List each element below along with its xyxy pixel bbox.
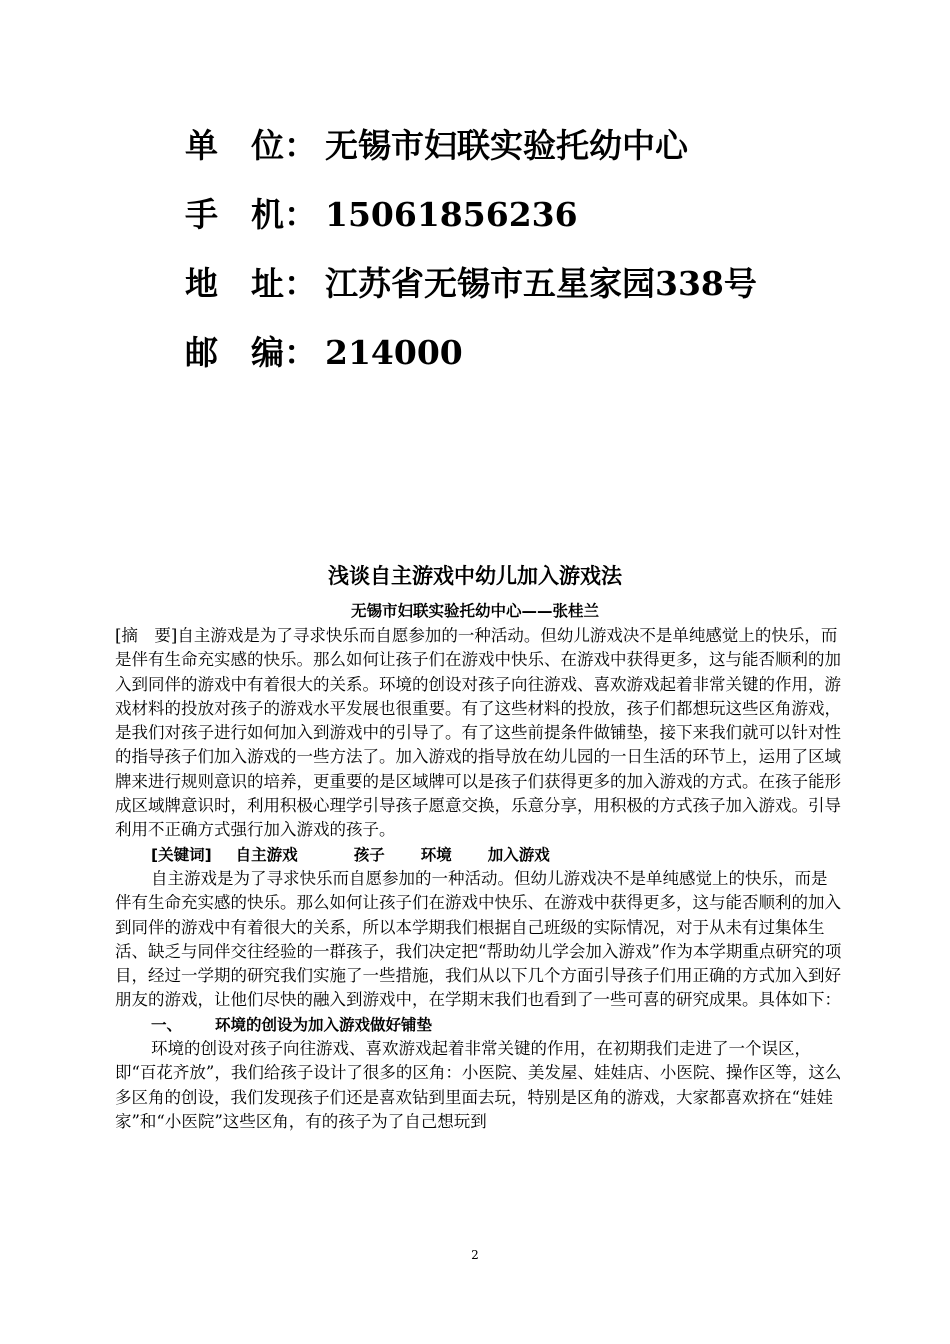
unit-line [185,128,757,164]
phone-line [185,197,757,233]
abstract-text: 自主游戏是为了寻求快乐而自愿参加的一种活动。但幼儿游戏决不是单纯感觉上的快乐，而是伴有生命充实感的快乐。那么如何让孩子们在游戏中快乐、在游戏中获得更多，这与能否顺利的加入到同伴的游戏中有着很大的关系。环境的创设对孩子向往游戏、喜欢游戏起着非常关键的作用，游戏材料的投放对孩子的游戏水平发展也很重要。有了这些材料的投放，孩子们都想玩这些区角游戏，是我们对孩子进行如何加入到游戏中的引导了。有了这些前提条件做铺垫，接下来我们就可以针对性的指导孩子们加入游戏的一些方法了。加入游戏的指导放在幼儿园的一日生活的环节上，运用了区域牌来进行规则意识的培养，更重要的是区域牌可以是孩子们获得更多的加入游戏的方式。在孩子能形成区域牌意识时，利用积极心理学引导孩子愿意交换，乐意分享，用积极的方式孩子加入游戏。引导利用不正确方式强行加入游戏的孩子。 [115,626,841,840]
postcode-label: 邮 编： [185,333,317,372]
keywords-label: [关键词] [151,845,212,864]
address-value: 江苏省无锡市五星家园338号 [325,264,757,303]
phone-value: 15061856236 [325,195,578,234]
body-paragraph: 环境的创设对孩子向往游戏、喜欢游戏起着非常关键的作用，在初期我们走进了一个误区，即“百花齐放”，我们给孩子设计了很多的区角：小医院、美发屋、娃娃店、小医院、操作区等，这么多区角的创设，我们发现孩子们还是喜欢钻到里面去玩，特别是区角的游戏，大家都喜欢挤在“娃娃家”和“小医院”这些区角，有的孩子为了自己想玩到 [115,1039,842,1131]
phone-label: 手 机： [185,195,317,234]
unit-value: 无锡市妇联实验托幼中心 [325,126,688,165]
address-label: 地 址： [185,264,317,303]
postcode-line [185,335,757,371]
address-line [185,266,757,302]
abstract-paragraph [115,624,843,843]
article-title: 浅谈自主游戏中幼儿加入游戏法 [328,564,622,588]
postcode-value: 214000 [325,333,463,372]
keyword-item: 加入游戏 [487,845,550,864]
keywords-line [115,843,843,867]
body-paragraph: 自主游戏是为了寻求快乐而自愿参加的一种活动。但幼儿游戏决不是单纯感觉上的快乐，而是伴有生命充实感的快乐。那么如何让孩子们在游戏中快乐、在游戏中获得更多，这与能否顺利的加入到同伴的游戏中有着很大的关系，所以本学期我们根据自己班级的实际情况，对于从未有过集体生活、缺乏与同伴交往经验的一群孩子，我们决定把“帮助幼儿学会加入游戏”作为本学期重点研究的项目，经过一学期的研究我们实施了一些措施，我们从以下几个方面引导孩子们用正确的方式加入到好朋友的游戏，让他们尽快的融入到游戏中，在学期末我们也看到了一些可喜的研究成果。具体如下： [115,868,842,1010]
article-author: 无锡市妇联实验托幼中心——张桂兰 [350,602,599,620]
keyword-item: 孩子 [353,845,385,864]
unit-label: 单 位： [185,126,317,165]
abstract-label: [摘 要] [115,626,178,645]
article-body [115,624,843,1134]
keyword-item: 自主游戏 [235,845,298,864]
contact-info-block [185,128,757,404]
page-number: 2 [471,1248,479,1262]
section-number: 一、 [151,1015,183,1034]
section-title: 环境的创设为加入游戏做好铺垫 [215,1015,433,1034]
section-heading [115,1013,843,1037]
keyword-item: 环境 [420,845,452,864]
